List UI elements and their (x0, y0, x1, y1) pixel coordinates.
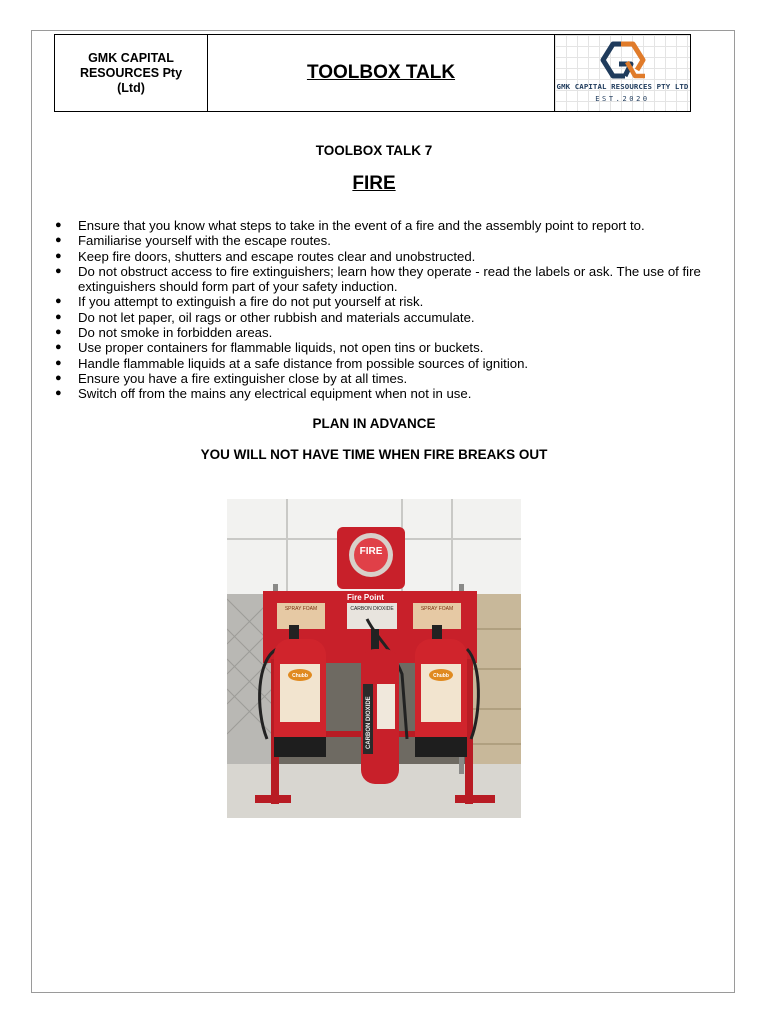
left-brand-label: Chubb (292, 673, 308, 679)
logo-established: EST.2020 (595, 95, 650, 103)
bullet-text: Do not smoke in forbidden areas. (78, 325, 273, 341)
bullet-text: Keep fire doors, shutters and escape routes clear and unobstructed. (78, 248, 476, 264)
list-item (54, 371, 704, 386)
safety-bullet-list (54, 218, 704, 402)
bullet-text: Ensure that you know what steps to take in the event of a fire and the assembly point to report to. (78, 218, 645, 233)
logo-company-name: GMK CAPITAL RESOURCES PTY LTD (556, 82, 689, 91)
list-item (54, 325, 704, 340)
bullet-text: Use proper containers for flammable liquids, not open tins or buckets. (78, 340, 484, 356)
list-item (54, 233, 704, 248)
page-title: FIRE (352, 173, 396, 194)
list-item (54, 356, 704, 371)
bullet-icon: ● (55, 387, 62, 400)
gmk-logo-mark-icon (599, 40, 647, 80)
bullet-icon: ● (55, 310, 62, 323)
list-item (54, 249, 704, 264)
header-table (54, 34, 691, 112)
middle-extinguisher-sign: CARBON DIOXIDE (350, 606, 394, 612)
company-logo (555, 35, 690, 111)
bullet-icon: ● (55, 341, 62, 354)
bullet-icon: ● (55, 219, 62, 231)
list-item (54, 386, 704, 401)
bullet-icon: ● (55, 295, 62, 308)
bullet-text: Familiarise yourself with the escape routes. (78, 233, 331, 249)
bullet-text: Ensure you have a fire extinguisher close by at all times. (78, 370, 408, 386)
bullet-icon: ● (55, 264, 62, 277)
list-item (54, 294, 704, 309)
list-item (54, 340, 704, 355)
company-name: GMK CAPITAL RESOURCES Pty (Ltd) (55, 35, 208, 111)
plan-in-advance-heading: PLAN IN ADVANCE (312, 416, 436, 431)
bullet-icon: ● (55, 234, 62, 247)
right-extinguisher-sign: SPRAY FOAM (420, 606, 454, 612)
fire-point-label: Fire Point (347, 593, 384, 602)
bullet-text: Do not obstruct access to fire extinguishers; learn how they operate - read the labels or ask. The use of fire extinguishers should form part of your safety induction. (78, 263, 701, 295)
talk-number: TOOLBOX TALK 7 (315, 143, 433, 158)
bullet-text: If you attempt to extinguish a fire do not put yourself at risk. (78, 294, 424, 310)
bullet-icon: ● (55, 356, 62, 369)
left-extinguisher-sign: SPRAY FOAM (284, 606, 318, 612)
list-item (54, 218, 704, 233)
bullet-text: Handle flammable liquids at a safe distance from possible sources of ignition. (78, 355, 529, 371)
right-brand-label: Chubb (433, 673, 449, 679)
list-item (54, 310, 704, 325)
bullet-text: Switch off from the mains any electrical equipment when not in use. (78, 386, 472, 402)
bullet-icon: ● (55, 326, 62, 339)
warning-heading: YOU WILL NOT HAVE TIME WHEN FIRE BREAKS OUT (200, 447, 548, 462)
fire-point-photo (227, 499, 521, 818)
bullet-icon: ● (55, 249, 62, 262)
bullet-text: Do not let paper, oil rags or other rubbish and materials accumulate. (78, 309, 475, 325)
document-type: TOOLBOX TALK (208, 35, 555, 111)
alarm-label: FIRE (359, 546, 383, 557)
co2-label: CARBON DIOXIDE (366, 696, 372, 749)
bullet-icon: ● (55, 371, 62, 384)
list-item (54, 264, 704, 295)
